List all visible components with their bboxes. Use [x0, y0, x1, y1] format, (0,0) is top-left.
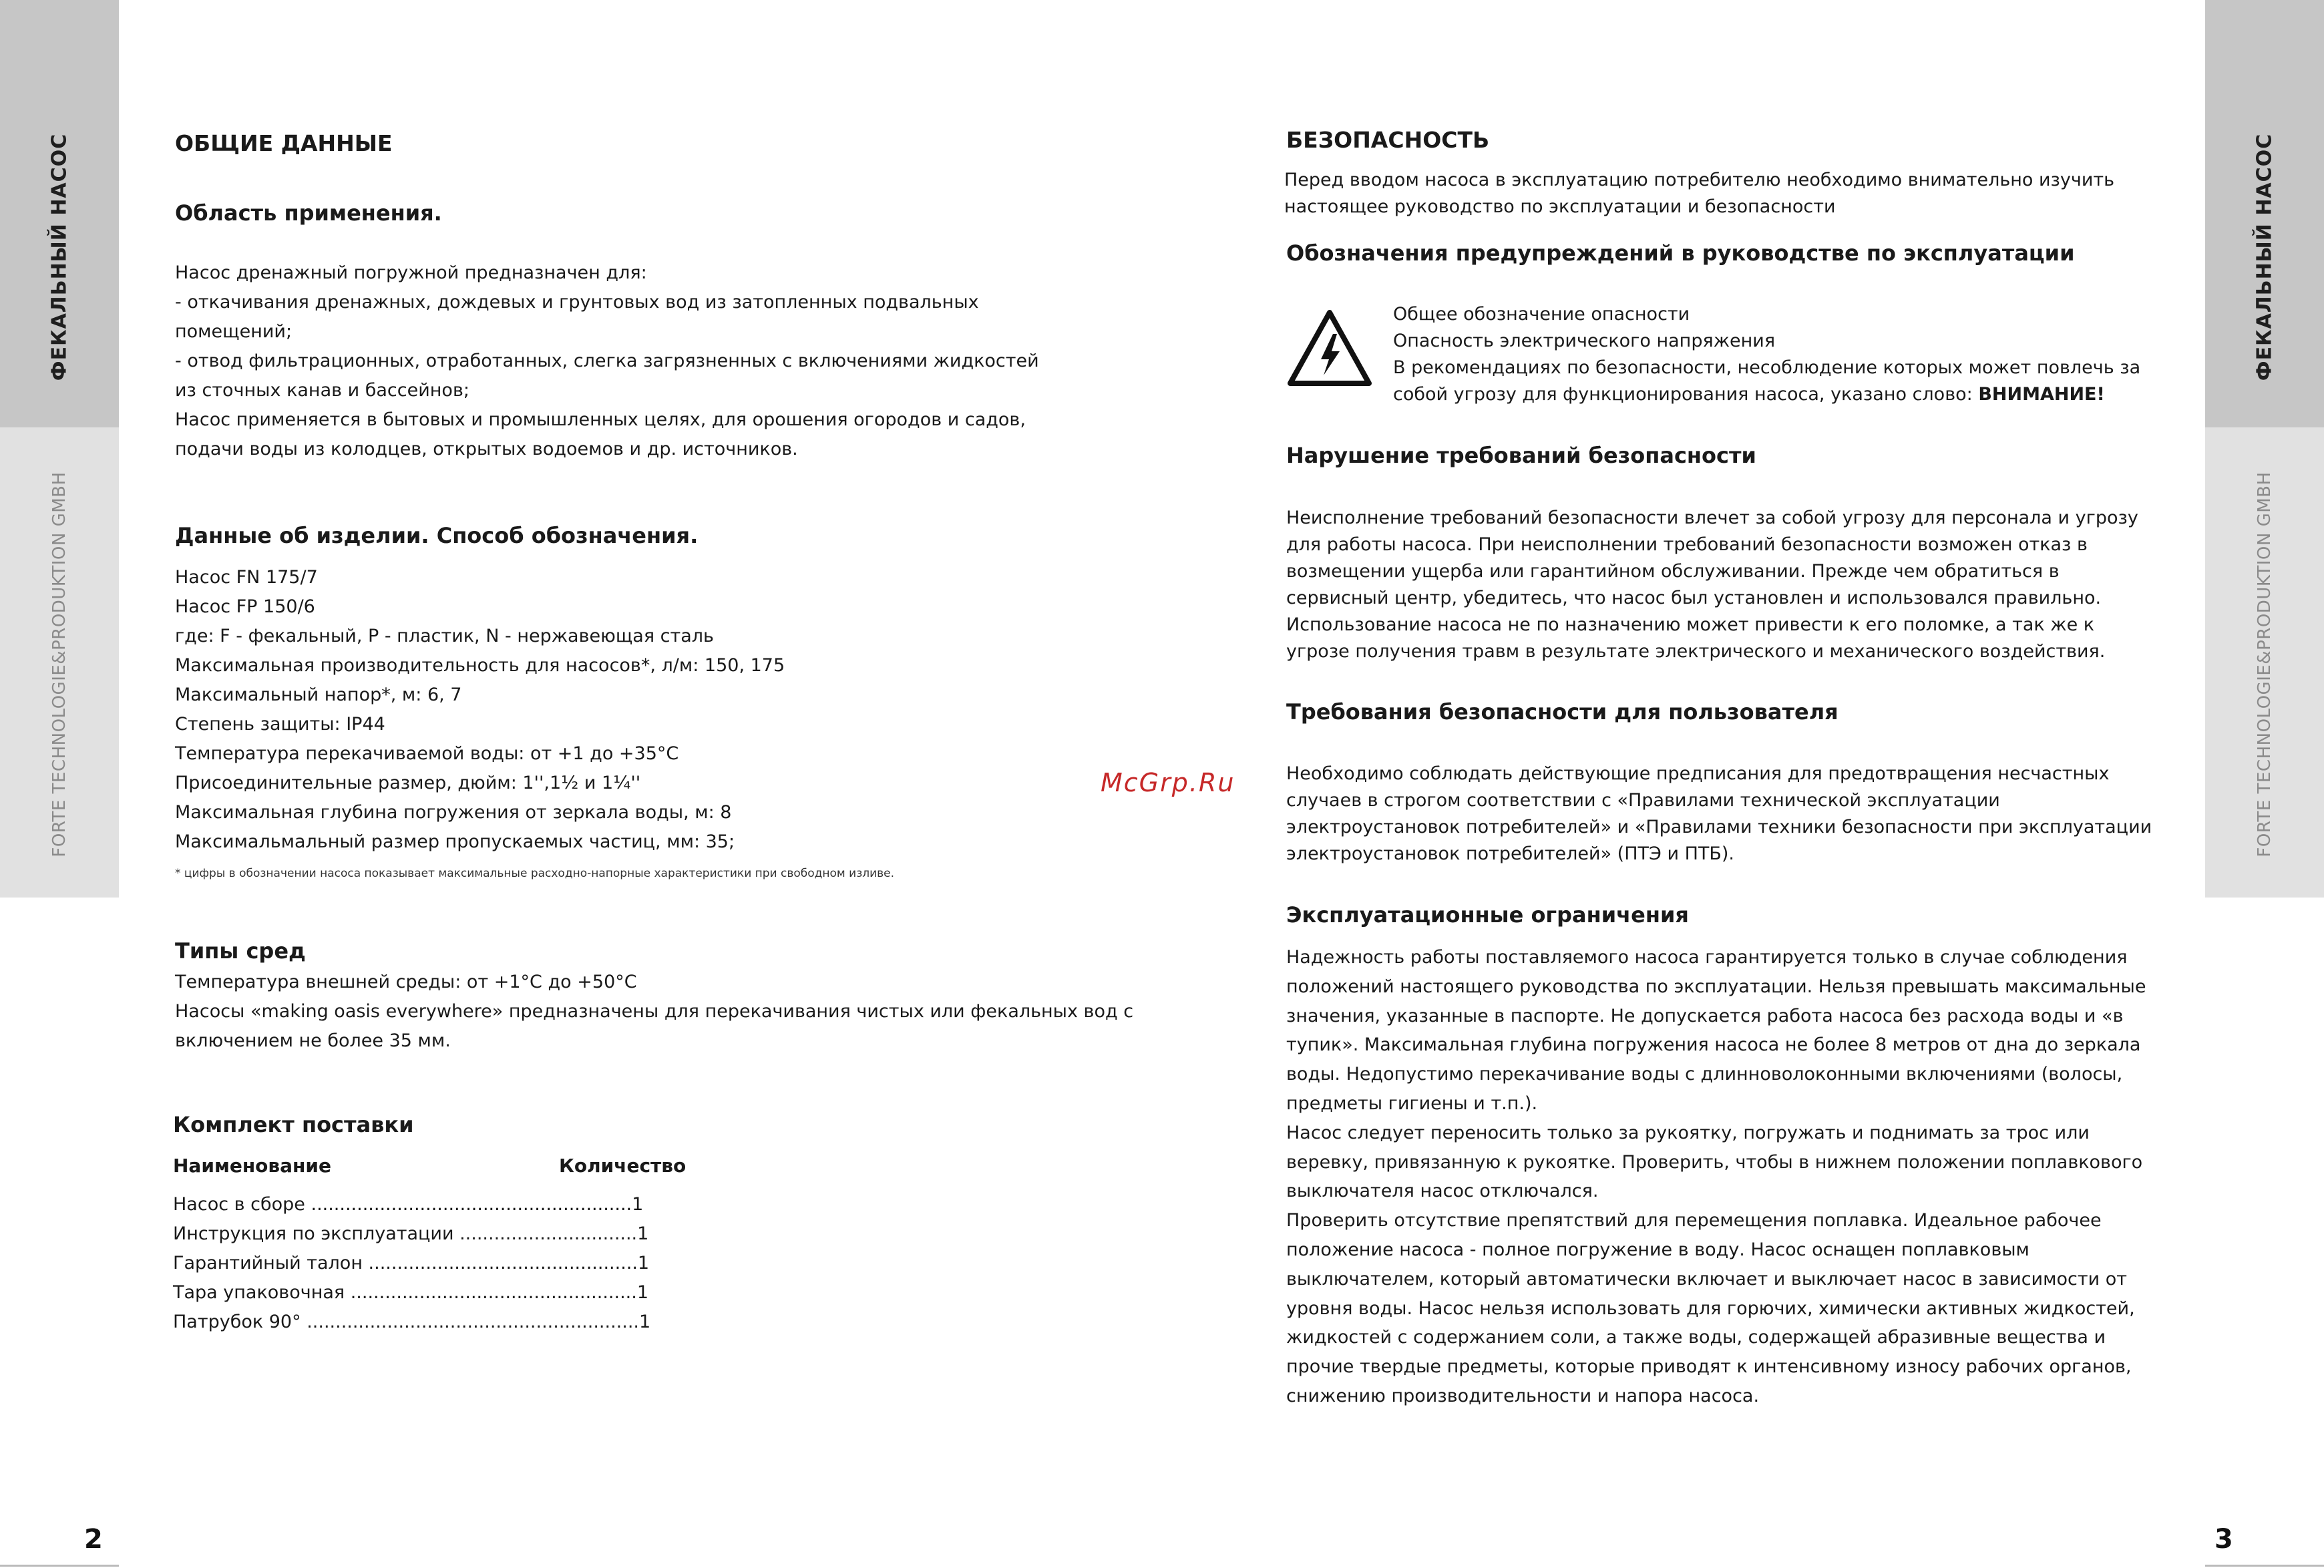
page-number-left: 2: [84, 1524, 103, 1555]
bottom-rule-right: [2205, 1565, 2324, 1567]
general-data-title: ОБЩИЕ ДАННЫЕ: [175, 130, 393, 156]
side-company: FORTE TECHNOLOGIE&PRODUKTION GMBH: [49, 471, 69, 857]
list-item: Инструкция по эксплуатации ...............................1: [173, 1223, 649, 1244]
safety-title: БЕЗОПАСНОСТЬ: [1286, 127, 1490, 153]
safety-intro: Перед вводом насоса в эксплуатацию потребителю необходимо внимательно изучить настоящее руководство по эксплуатации и безопасности: [1284, 170, 2115, 217]
product-title: Данные об изделии. Способ обозначения.: [175, 523, 699, 548]
list-item: Насос в сборе ........................................................1: [173, 1194, 644, 1215]
side-title: ФЕКАЛЬНЫЙ НАСОС: [2253, 133, 2277, 381]
media-text: Температура внешней среды: от +1°С до +50°С Насосы «making oasis everywhere» предназначены для перекачивания чистых или фекальных вод с включением не более 35 мм.: [175, 972, 1134, 1051]
page-number-right: 3: [2214, 1524, 2233, 1555]
product-footnote: * цифры в обозначении насоса показывает максимальные расходно-напорные характеристики при свободном изливе.: [175, 867, 895, 880]
user-requirements-text: Необходимо соблюдать действующие предписания для предотвращения несчастных случаев в строгом соответствии с «Правилами технической эксплуатации электроустановок потребителей» и «Правилами техники безопасности при эксплуатации электроустановок потребителей» (ПТЭ и ПТБ).: [1286, 763, 2152, 864]
side-company: FORTE TECHNOLOGIE&PRODUKTION GMBH: [2255, 471, 2275, 857]
high-voltage-warning-icon: [1286, 309, 1373, 387]
limits-title: Эксплуатационные ограничения: [1286, 902, 1689, 928]
kit-col-name: Наименование: [173, 1155, 331, 1177]
attention-word: ВНИМАНИЕ!: [1978, 384, 2105, 405]
scope-text: Насос дренажный погружной предназначен для: - откачивания дренажных, дождевых и грунтовых вод из затопленных подвальных помещений; - отвод фильтрационных, отработанных, слегка загрязненных с включениями жидкостей из сточных канав и бассейнов; Насос применяется в бытовых и промышленных целях, для орошения огородов и садов, подачи воды из колодцев, открытых водоемов и др. источников.: [175, 262, 1039, 459]
product-specs: Насос FN 175/7 Насос FP 150/6 где: F - фекальный, P - пластик, N - нержавеющая сталь Максимальная производительность для насосов*, л/м: 150, 175 Максимальный напор*, м: 6, 7 Степень защиты: IP44 Температура перекачиваемой воды: от +1 до +35°С Присоединительные размер, дюйм: 1'',1½ и 1¼'' Максимальная глубина погружения от зеркала воды, м: 8 Максимальмальный размер пропускаемых частиц, мм: 35;: [175, 567, 785, 852]
scope-title: Область применения.: [175, 200, 442, 226]
list-item: Гарантийный талон ...............................................1: [173, 1253, 650, 1273]
limits-text: Надежность работы поставляемого насоса гарантируется только в случае соблюдения положений настоящего руководства по эксплуатации. Нельзя превышать максимальные значения, указанные в паспорте. Не допускается работа насоса без расхода воды и «в тупик». Максимальная глубина погружения насоса не более 8 метров от дна до зеркала воды. Недопустимо перекачивание воды с длинноволоконными включениями (волосы, предметы гигиены и т.п.). Насос следует переносить только за рукоятку, погружать и поднимать за трос или веревку, привязанную к рукоятке. Проверить, чтобы в нижнем положении поплавкового выключателя насос отключался. Проверить отсутствие препятствий для перемещения поплавка. Идеальное рабочее положение насоса - полное погружение в воду. Насос оснащен поплавковым выключателем, который автоматически включает и выключает насос в зависимости от уровня воды. Насос нельзя использовать для горючих, химически активных жидкостей, жидкостей с содержанием соли, а также воды, содержащей абразивные вещества и прочие твердые предметы, которые приводят к интенсивному износу рабочих органов, снижению производительности и напора насоса.: [1286, 947, 2146, 1406]
warnings-title: Обозначения предупреждений в руководстве по эксплуатации: [1286, 240, 2075, 266]
media-title: Типы сред: [175, 938, 306, 964]
violation-text: Неисполнение требований безопасности влечет за собой угрозу для персонала и угрозу для работы насоса. При неисполнении требований безопасности возможен отказ в возмещении ущерба или гарантийном обслуживании. Прежде чем обратиться в сервисный центр, убедитесь, что насос был установлен и использовался правильно. Использование насоса не по назначению может привести к его поломке, а так же к угрозе получения травм в результате электрического и механического воздействия.: [1286, 508, 2138, 662]
user-requirements-title: Требования безопасности для пользователя: [1286, 699, 1838, 725]
kit-list: [173, 1190, 650, 1337]
kit-col-qty: Количество: [559, 1155, 687, 1177]
bottom-rule-left: [0, 1565, 119, 1567]
watermark: McGrp.Ru: [1101, 768, 1235, 797]
list-item: Тара упаковочная ..................................................1: [173, 1282, 649, 1303]
side-title: ФЕКАЛЬНЫЙ НАСОС: [47, 133, 71, 381]
list-item: Патрубок 90° ..........................................................1: [173, 1312, 651, 1332]
violation-title: Нарушение требований безопасности: [1286, 443, 1756, 468]
kit-title: Комплект поставки: [173, 1112, 414, 1137]
warnings-text: Общее обозначение опасности Опасность электрического напряжения В рекомендациях по безопасности, несоблюдение которых может повлечь за собой угрозу для функционирования насоса, указано слово: ВНИМАНИЕ!: [1393, 304, 2141, 405]
